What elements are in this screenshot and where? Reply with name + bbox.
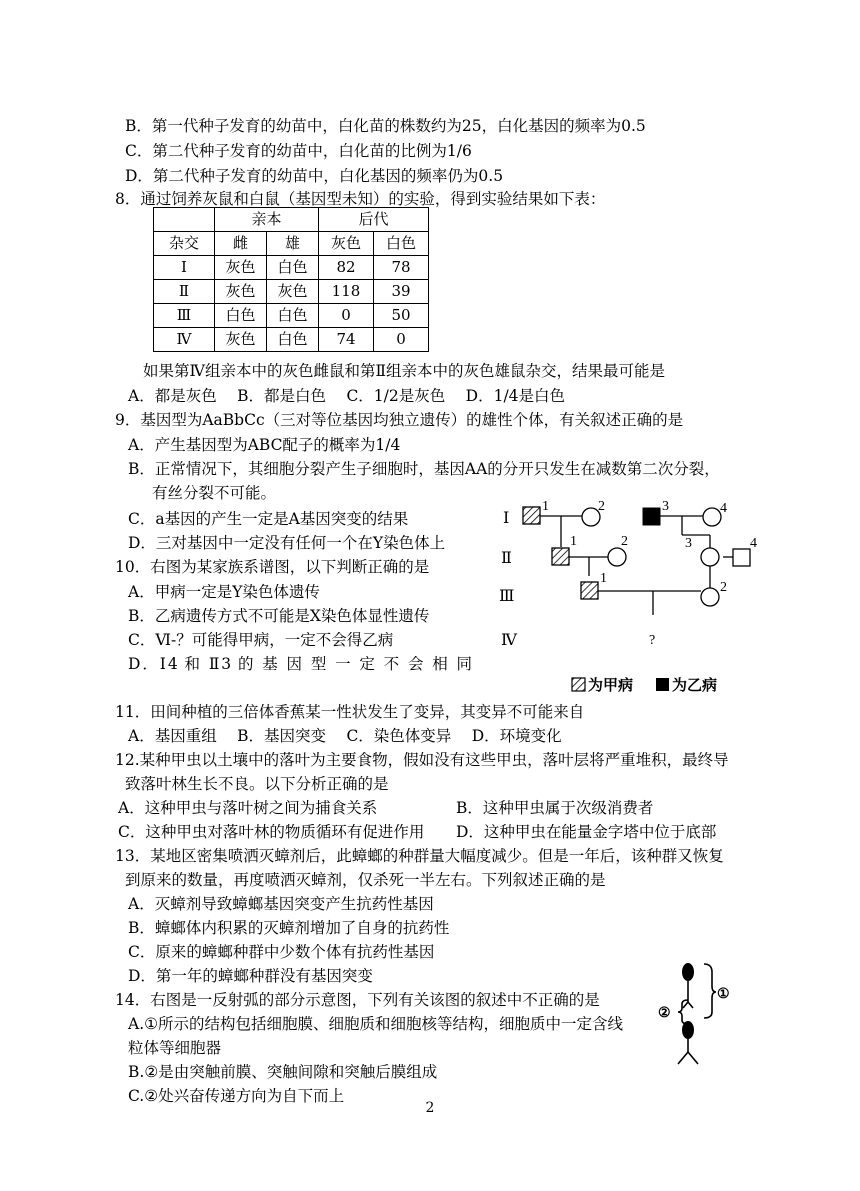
individual-number: 1 xyxy=(600,571,607,586)
generation-label: Ⅱ xyxy=(501,550,512,567)
individual-number: 1 xyxy=(570,534,577,549)
table-cell: 50 xyxy=(374,304,429,328)
individual-number: 2 xyxy=(598,499,605,514)
q7-option-b: B．第一代种子发育的幼苗中，白化苗的株数约为25，白化基因的频率为0.5 xyxy=(125,117,646,135)
neuron-cell-body-icon xyxy=(682,1021,694,1039)
table-cell: 白色 xyxy=(267,256,319,280)
structure-label-1: ① xyxy=(717,987,730,1002)
individual-number: 1 xyxy=(542,499,549,514)
table-cell: 白色 xyxy=(215,304,267,328)
table-cell: 39 xyxy=(374,280,429,304)
reflex-arc-figure xyxy=(658,960,748,1070)
table-cell: Ⅳ xyxy=(154,328,215,352)
q13-option-c: C．原来的蟑螂种群中少数个体有抗药性基因 xyxy=(128,943,435,961)
affected-male-symbol xyxy=(523,507,540,524)
table-header-male: 雄 xyxy=(267,232,319,256)
cross-results-table xyxy=(153,207,429,352)
q12-option-b: B．这种甲虫属于次级消费者 xyxy=(456,799,654,817)
legend-hatched-square xyxy=(572,678,585,691)
q14-stem: 14．右图是一反射弧的部分示意图，下列有关该图的叙述中不正确的是 xyxy=(115,991,600,1009)
q14-option-c: C.②处兴奋传递方向为自下而上 xyxy=(128,1087,345,1105)
affected-male-symbol xyxy=(581,582,598,599)
q13-stem-cont: 到原来的数量，再度喷洒灭蟑剂，仅杀死一半左右。下列叙述正确的是 xyxy=(125,871,606,889)
table-cell: 78 xyxy=(374,256,429,280)
q9-option-a: A．产生基因型为ABC配子的概率为1/4 xyxy=(128,436,401,454)
legend-label-b: 为乙病 xyxy=(672,678,718,694)
q9-option-c: C．a基因的产生一定是A基因突变的结果 xyxy=(128,510,409,528)
q11-options: A．基因重组 B．基因突变 C．染色体变异 D．环境变化 xyxy=(128,727,562,745)
table-cell: 0 xyxy=(374,328,429,352)
q8-options: A．都是灰色 B．都是白色 C．1/2是灰色 D．1/4是白色 xyxy=(128,387,566,405)
female-symbol xyxy=(608,548,626,566)
female-symbol xyxy=(701,588,719,606)
q8-stem: 8．通过饲养灰鼠和白鼠（基因型未知）的实验，得到实验结果如下表： xyxy=(115,190,606,208)
q14-option-b: B.②是由突触前膜、突触间隙和突触后膜组成 xyxy=(128,1063,438,1081)
table-cell: 灰色 xyxy=(215,280,267,304)
q9-option-b: B．正常情况下，其细胞分裂产生子细胞时，基因AA的分开只发生在减数第二次分裂， xyxy=(128,460,720,478)
q14-option-a-cont: 粒体等细胞器 xyxy=(128,1039,222,1057)
table-cell: Ⅱ xyxy=(154,280,215,304)
legend-black-square xyxy=(656,678,669,691)
q10-option-d: D．Ⅰ4 和 Ⅱ3 的 基 因 型 一 定 不 会 相 同 xyxy=(128,655,472,673)
structure-label-2: ② xyxy=(658,1006,671,1021)
affected-male-symbol xyxy=(643,508,660,525)
q13-option-d: D．第一年的蟑螂种群没有基因突变 xyxy=(128,967,373,985)
q12-option-d: D．这种甲虫在能量金字塔中位于底部 xyxy=(456,823,717,841)
table-corner xyxy=(154,208,215,232)
table-header-gray: 灰色 xyxy=(319,232,374,256)
table-cell: 82 xyxy=(319,256,374,280)
individual-number: 3 xyxy=(685,536,692,551)
table-cell: Ⅰ xyxy=(154,256,215,280)
q7-option-d: D．第二代种子发育的幼苗中，白化基因的频率仍为0.5 xyxy=(125,167,504,185)
individual-number: 2 xyxy=(720,580,727,595)
legend-label-a: 为甲病 xyxy=(588,678,634,694)
generation-label: Ⅰ xyxy=(503,510,510,527)
table-header-offspring: 后代 xyxy=(319,208,429,232)
generation-label: Ⅲ xyxy=(499,588,515,605)
table-row xyxy=(154,328,429,352)
generation-label: Ⅳ xyxy=(501,632,517,649)
individual-number: 3 xyxy=(662,499,669,514)
q10-option-c: C．Ⅵ-？可能得甲病，一定不会得乙病 xyxy=(128,631,394,649)
q12-stem-cont: 致落叶林生长不良。以下分析正确的是 xyxy=(125,775,389,793)
table-cell: 74 xyxy=(319,328,374,352)
q13-option-a: A．灭蟑剂导致蟑螂基因突变产生抗药性基因 xyxy=(128,895,434,913)
individual-number: 2 xyxy=(621,534,628,549)
individual-number: 4 xyxy=(720,501,727,516)
q12-option-c: C．这种甲虫对落叶林的物质循环有促进作用 xyxy=(118,823,425,841)
table-header-female: 雌 xyxy=(215,232,267,256)
q11-stem: 11．田间种植的三倍体香蕉某一性状发生了变异，其变异不可能来自 xyxy=(115,703,585,721)
pedigree-diagram xyxy=(495,495,765,705)
q8-question: 如果第Ⅳ组亲本中的灰色雌鼠和第Ⅱ组亲本中的灰色雄鼠杂交，结果最可能是 xyxy=(143,362,666,380)
table-cell: 白色 xyxy=(267,328,319,352)
q14-option-a: A.①所示的结构包括细胞膜、细胞质和细胞核等结构，细胞质中一定含线 xyxy=(128,1015,624,1033)
q10-option-a: A．甲病一定是Y染色体遗传 xyxy=(128,583,320,601)
table-row xyxy=(154,256,429,280)
q12-option-a: A．这种甲虫与落叶树之间为捕食关系 xyxy=(118,799,378,817)
q9-option-d: D．三对基因中一定没有任何一个在Y染色体上 xyxy=(128,534,446,552)
male-symbol xyxy=(733,549,750,566)
q10-stem: 10．右图为某家族系谱图，以下判断正确的是 xyxy=(115,558,430,576)
table-cell: 白色 xyxy=(267,304,319,328)
affected-male-symbol xyxy=(552,548,569,565)
q10-option-b: B．乙病遗传方式不可能是X染色体显性遗传 xyxy=(128,607,430,625)
q13-stem: 13．某地区密集喷洒灭蟑剂后，此蟑螂的种群量大幅度减少。但是一年后，该种群又恢复 xyxy=(115,847,724,865)
table-cell: Ⅲ xyxy=(154,304,215,328)
female-symbol xyxy=(703,508,721,526)
table-row xyxy=(154,280,429,304)
neuron-cell-body-icon xyxy=(682,963,694,981)
table-header-parent: 亲本 xyxy=(215,208,319,232)
q9-option-b-cont: 有丝分裂不可能。 xyxy=(152,484,277,502)
individual-number: 4 xyxy=(750,536,757,551)
table-cell: 灰色 xyxy=(267,280,319,304)
q12-stem: 12.某种甲虫以土壤中的落叶为主要食物，假如没有这些甲虫，落叶层将严重堆积，最终导 xyxy=(115,751,729,769)
table-cell: 118 xyxy=(319,280,374,304)
table-cell: 灰色 xyxy=(215,256,267,280)
q9-stem: 9．基因型为AaBbCc（三对等位基因均独立遗传）的雄性个体，有关叙述正确的是 xyxy=(115,411,684,429)
table-header-white: 白色 xyxy=(374,232,429,256)
table-header-cross: 杂交 xyxy=(154,232,215,256)
q13-option-b: B．蟑螂体内积累的灭蟑剂增加了自身的抗药性 xyxy=(128,919,450,937)
table-cell: 灰色 xyxy=(215,328,267,352)
q7-option-c: C．第二代种子发育的幼苗中，白化苗的比例为1/6 xyxy=(125,142,472,160)
table-cell: 0 xyxy=(319,304,374,328)
female-symbol xyxy=(701,548,719,566)
page-number: 2 xyxy=(425,1100,435,1116)
unknown-individual: ? xyxy=(649,633,656,648)
table-row xyxy=(154,304,429,328)
